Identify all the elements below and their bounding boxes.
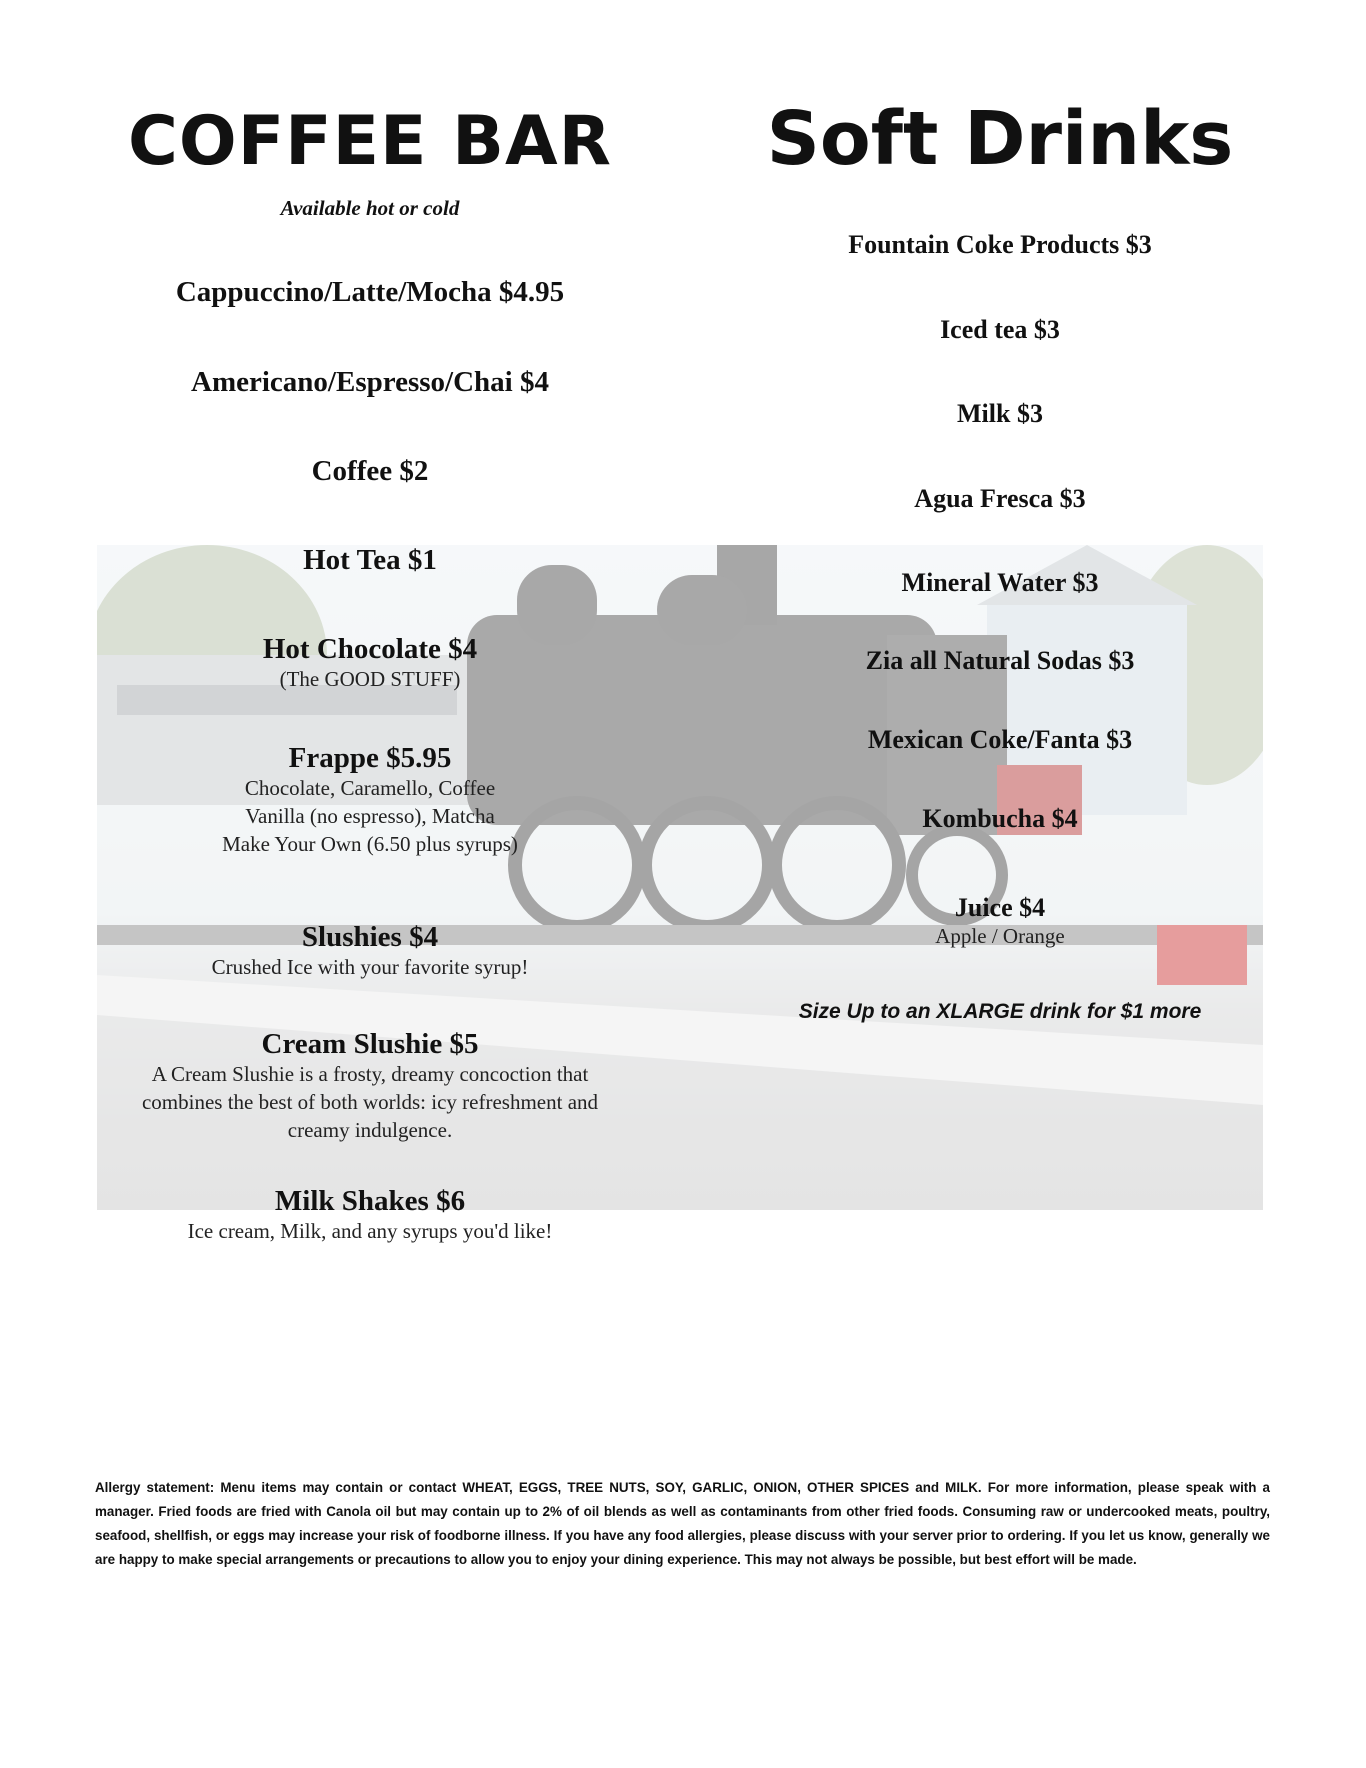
allergy-statement: Allergy statement: Menu items may contain or contact WHEAT, EGGS, TREE NUTS, SOY, GARLIC, ONION, OTHER SPICES and MILK. For more information, please speak with a manager. Fried foods are fried with Canola oil but may contain up to 2% of oil blends as well as contaminants from other fried foods. Consuming raw or undercooked meats, poultry, seafood, shellfish, or eggs may increase your risk of foodborne illness. If you have any food allergies, please discuss with your server prior to ordering. If you let us know, generally we are happy to make special arrangements or precautions to allow you to enjoy your dining experience. This may not always be possible, but best effort will be made. bbox=[95, 1480, 1270, 1567]
menu-item-name: Milk Shakes $6 bbox=[274, 1185, 466, 1217]
menu-item bbox=[700, 399, 1300, 429]
soft-drinks-menu bbox=[700, 0, 1300, 1100]
menu-item-name: Frappe $5.95 bbox=[288, 742, 452, 774]
menu-item-desc: Crushed Ice with your favorite syrup! bbox=[211, 955, 529, 980]
menu-item bbox=[60, 1185, 680, 1246]
coffee-bar-subtitle: Available hot or cold bbox=[280, 196, 460, 220]
menu-item bbox=[700, 725, 1300, 755]
menu-item-name: Cream Slushie $5 bbox=[261, 1028, 479, 1060]
menu-item-name: Agua Fresca $3 bbox=[914, 484, 1086, 513]
menu-item bbox=[60, 366, 680, 399]
menu-item bbox=[700, 804, 1300, 834]
menu-item-name: Mexican Coke/Fanta $3 bbox=[867, 725, 1133, 754]
menu-item bbox=[60, 742, 680, 859]
menu-item bbox=[60, 455, 680, 488]
menu-item-desc: (The GOOD STUFF) bbox=[279, 667, 461, 692]
menu-item bbox=[700, 893, 1300, 951]
menu-item bbox=[700, 230, 1300, 260]
menu-item-desc: Ice cream, Milk, and any syrups you'd like! bbox=[187, 1219, 553, 1244]
menu-item-name: Hot Tea $1 bbox=[303, 544, 437, 576]
menu-item-desc: A Cream Slushie is a frosty, dreamy concoction that bbox=[151, 1062, 589, 1087]
menu-item-name: Milk $3 bbox=[957, 399, 1043, 428]
coffee-bar-menu bbox=[60, 0, 680, 1300]
coffee-bar-title: COFFEE BAR bbox=[127, 102, 612, 181]
menu-item-name: Juice $4 bbox=[954, 893, 1046, 922]
menu-item-name: Americano/Espresso/Chai $4 bbox=[191, 366, 549, 398]
menu-item bbox=[60, 921, 680, 982]
menu-item bbox=[700, 315, 1300, 345]
menu-item bbox=[700, 568, 1300, 598]
menu-item-name: Fountain Coke Products $3 bbox=[848, 230, 1152, 259]
menu-item-desc: Make Your Own (6.50 plus syrups) bbox=[222, 831, 518, 856]
menu-item bbox=[60, 544, 680, 577]
menu-item bbox=[60, 1028, 680, 1145]
menu-item bbox=[60, 633, 680, 694]
menu-item-desc: creamy indulgence. bbox=[287, 1117, 453, 1142]
menu-item-name: Iced tea $3 bbox=[940, 315, 1060, 344]
menu-item-name: Coffee $2 bbox=[311, 455, 429, 487]
soft-drinks-title: Soft Drinks bbox=[766, 96, 1234, 182]
menu-item-desc: Apple / Orange bbox=[935, 923, 1065, 948]
menu-item bbox=[700, 646, 1300, 676]
menu-item-name: Slushies $4 bbox=[301, 921, 439, 953]
menu-item bbox=[700, 484, 1300, 514]
menu-item-name: Cappuccino/Latte/Mocha $4.95 bbox=[175, 276, 565, 308]
menu-item-desc: Chocolate, Caramello, Coffee bbox=[244, 776, 496, 801]
menu-item-name: Hot Chocolate $4 bbox=[262, 633, 478, 665]
menu-item-desc: combines the best of both worlds: icy refreshment and bbox=[141, 1090, 599, 1115]
menu-item bbox=[60, 276, 680, 309]
menu-item-name: Mineral Water $3 bbox=[901, 568, 1099, 597]
menu-item-desc: Vanilla (no espresso), Matcha bbox=[245, 804, 495, 829]
menu-item-name: Zia all Natural Sodas $3 bbox=[865, 646, 1135, 675]
menu-item-name: Kombucha $4 bbox=[922, 804, 1078, 833]
size-up-promo: Size Up to an XLARGE drink for $1 more bbox=[798, 1000, 1202, 1023]
